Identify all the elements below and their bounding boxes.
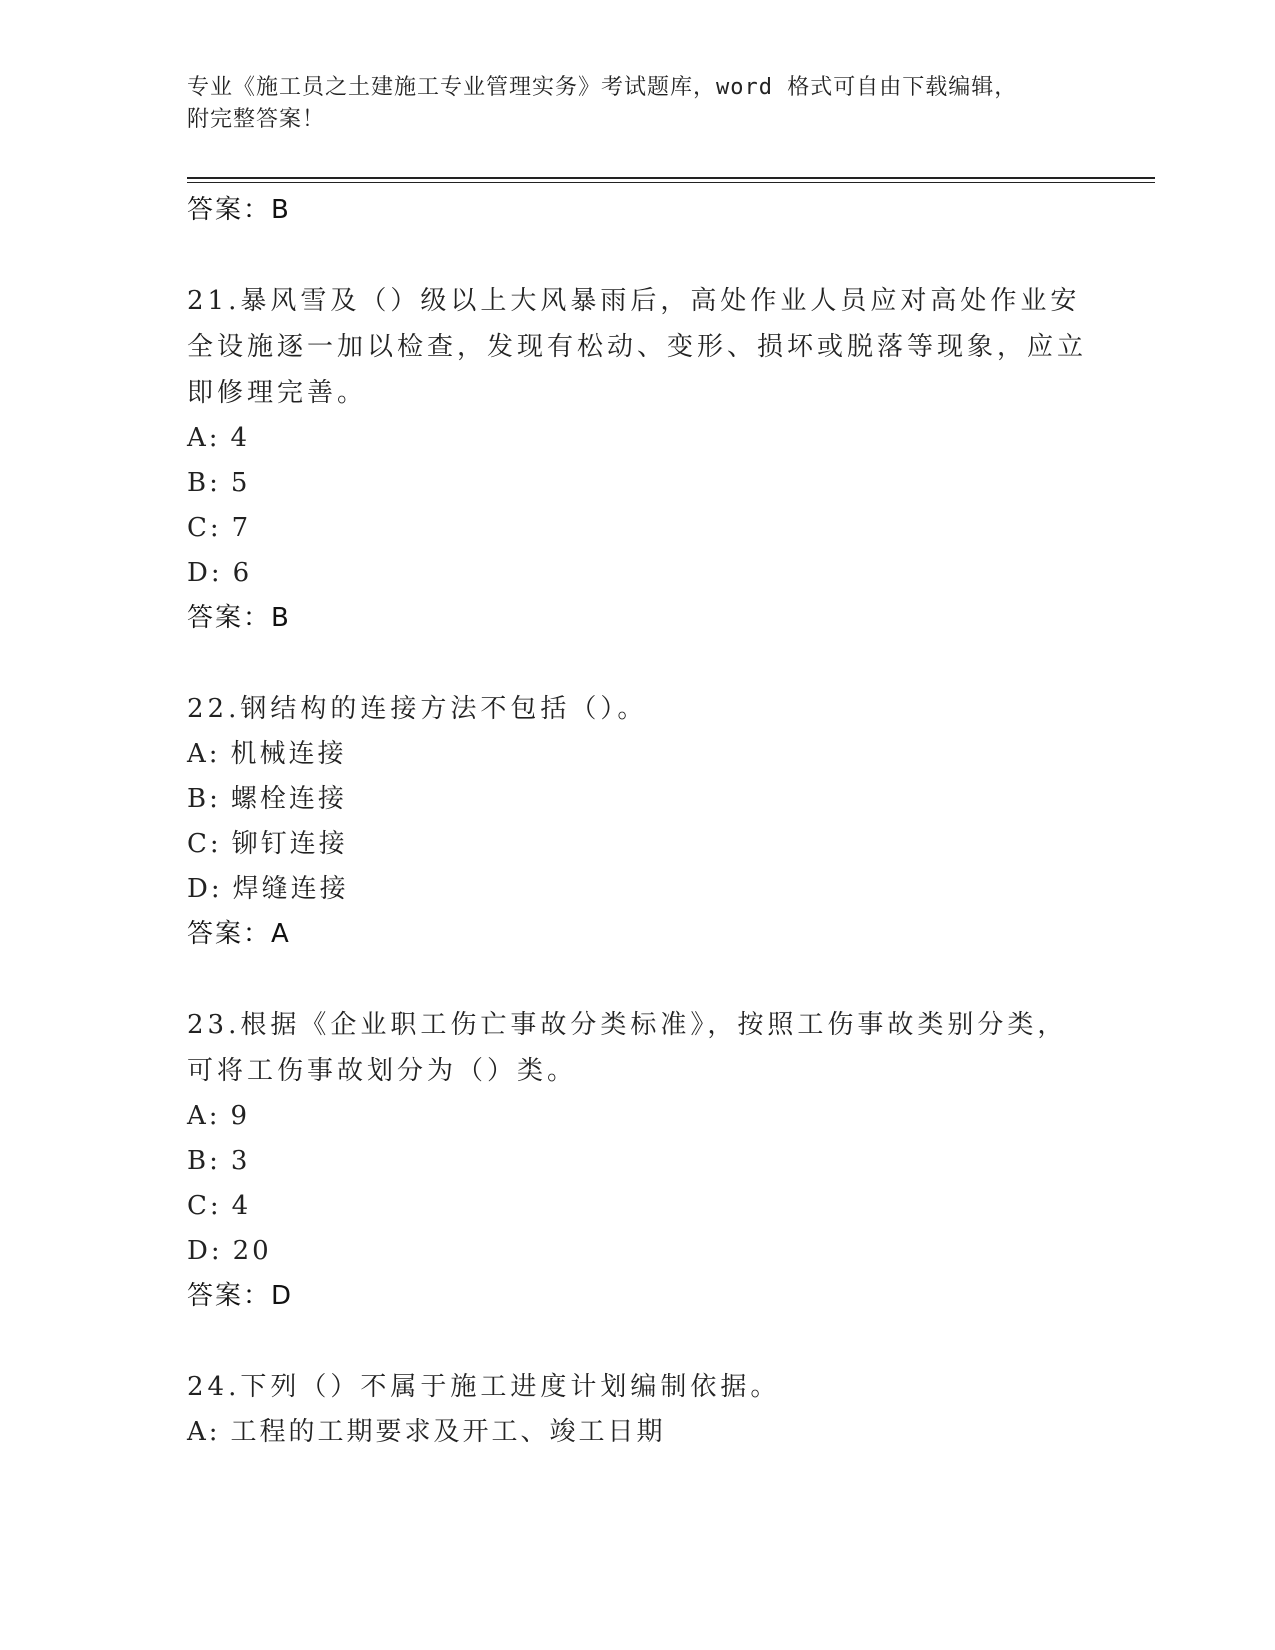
question-23 <box>187 1002 1087 1320</box>
option-letter: D: <box>187 558 223 588</box>
option-letter: B: <box>187 468 221 498</box>
option-text: 6 <box>232 558 253 588</box>
option-text: 20 <box>232 1236 272 1266</box>
question-stem: 23.根据《企业职工伤亡事故分类标准》，按照工伤事故类别分类，可将工伤事故划分为（）类。 <box>187 1010 1068 1086</box>
option-c <box>187 822 1087 867</box>
option-a <box>187 1410 1087 1455</box>
answer-line: 答案：A <box>187 919 291 949</box>
question-stem: 24.下列（）不属于施工进度计划编制依据。 <box>187 1372 781 1402</box>
option-text: 4 <box>230 423 251 453</box>
option-d <box>187 867 1087 912</box>
option-c <box>187 506 1087 551</box>
option-a <box>187 1094 1087 1139</box>
option-b <box>187 461 1087 506</box>
option-letter: B: <box>187 784 221 814</box>
option-text: 4 <box>231 1191 252 1221</box>
header-line-2: 附完整答案！ <box>187 107 326 132</box>
option-d <box>187 1229 1087 1274</box>
option-text: 7 <box>231 513 252 543</box>
answer-line: 答案：B <box>187 603 291 633</box>
answer-line: 答案：B <box>187 195 291 225</box>
option-letter: A: <box>187 423 221 453</box>
question-22 <box>187 686 1087 958</box>
option-letter: B: <box>187 1146 221 1176</box>
option-text: 9 <box>230 1101 251 1131</box>
question-list <box>187 188 1087 1455</box>
option-letter: C: <box>187 829 222 859</box>
question-24 <box>187 1364 1087 1455</box>
option-text: 工程的工期要求及开工、竣工日期 <box>230 1417 666 1447</box>
document-header <box>187 72 1087 136</box>
header-line-1: 专业《施工员之土建施工专业管理实务》考试题库，word 格式可自由下载编辑， <box>187 75 1018 100</box>
option-text: 螺栓连接 <box>230 784 347 814</box>
option-letter: A: <box>187 739 221 769</box>
option-b <box>187 777 1087 822</box>
option-letter: C: <box>187 1191 222 1221</box>
option-text: 机械连接 <box>230 739 347 769</box>
option-letter: D: <box>187 874 223 904</box>
question-stem: 21.暴风雪及（）级以上大风暴雨后，高处作业人员应对高处作业安全设施逐一加以检查，发现有松动、变形、损坏或脱落等现象，应立即修理完善。 <box>187 286 1088 408</box>
option-b <box>187 1139 1087 1184</box>
option-text: 3 <box>230 1146 251 1176</box>
option-a <box>187 416 1087 461</box>
option-text: 5 <box>230 468 251 498</box>
option-letter: A: <box>187 1101 221 1131</box>
option-text: 焊缝连接 <box>232 874 349 904</box>
option-letter: D: <box>187 1236 223 1266</box>
answer-line: 答案：D <box>187 1281 294 1311</box>
option-d <box>187 551 1087 596</box>
option-letter: A: <box>187 1417 221 1447</box>
question-stem: 22.钢结构的连接方法不包括（）。 <box>187 694 648 724</box>
question-21 <box>187 278 1087 642</box>
header-divider-thick <box>187 177 1155 179</box>
header-divider-thin <box>187 182 1155 183</box>
option-a <box>187 732 1087 777</box>
option-c <box>187 1184 1087 1229</box>
option-text: 铆钉连接 <box>231 829 348 859</box>
option-letter: C: <box>187 513 222 543</box>
